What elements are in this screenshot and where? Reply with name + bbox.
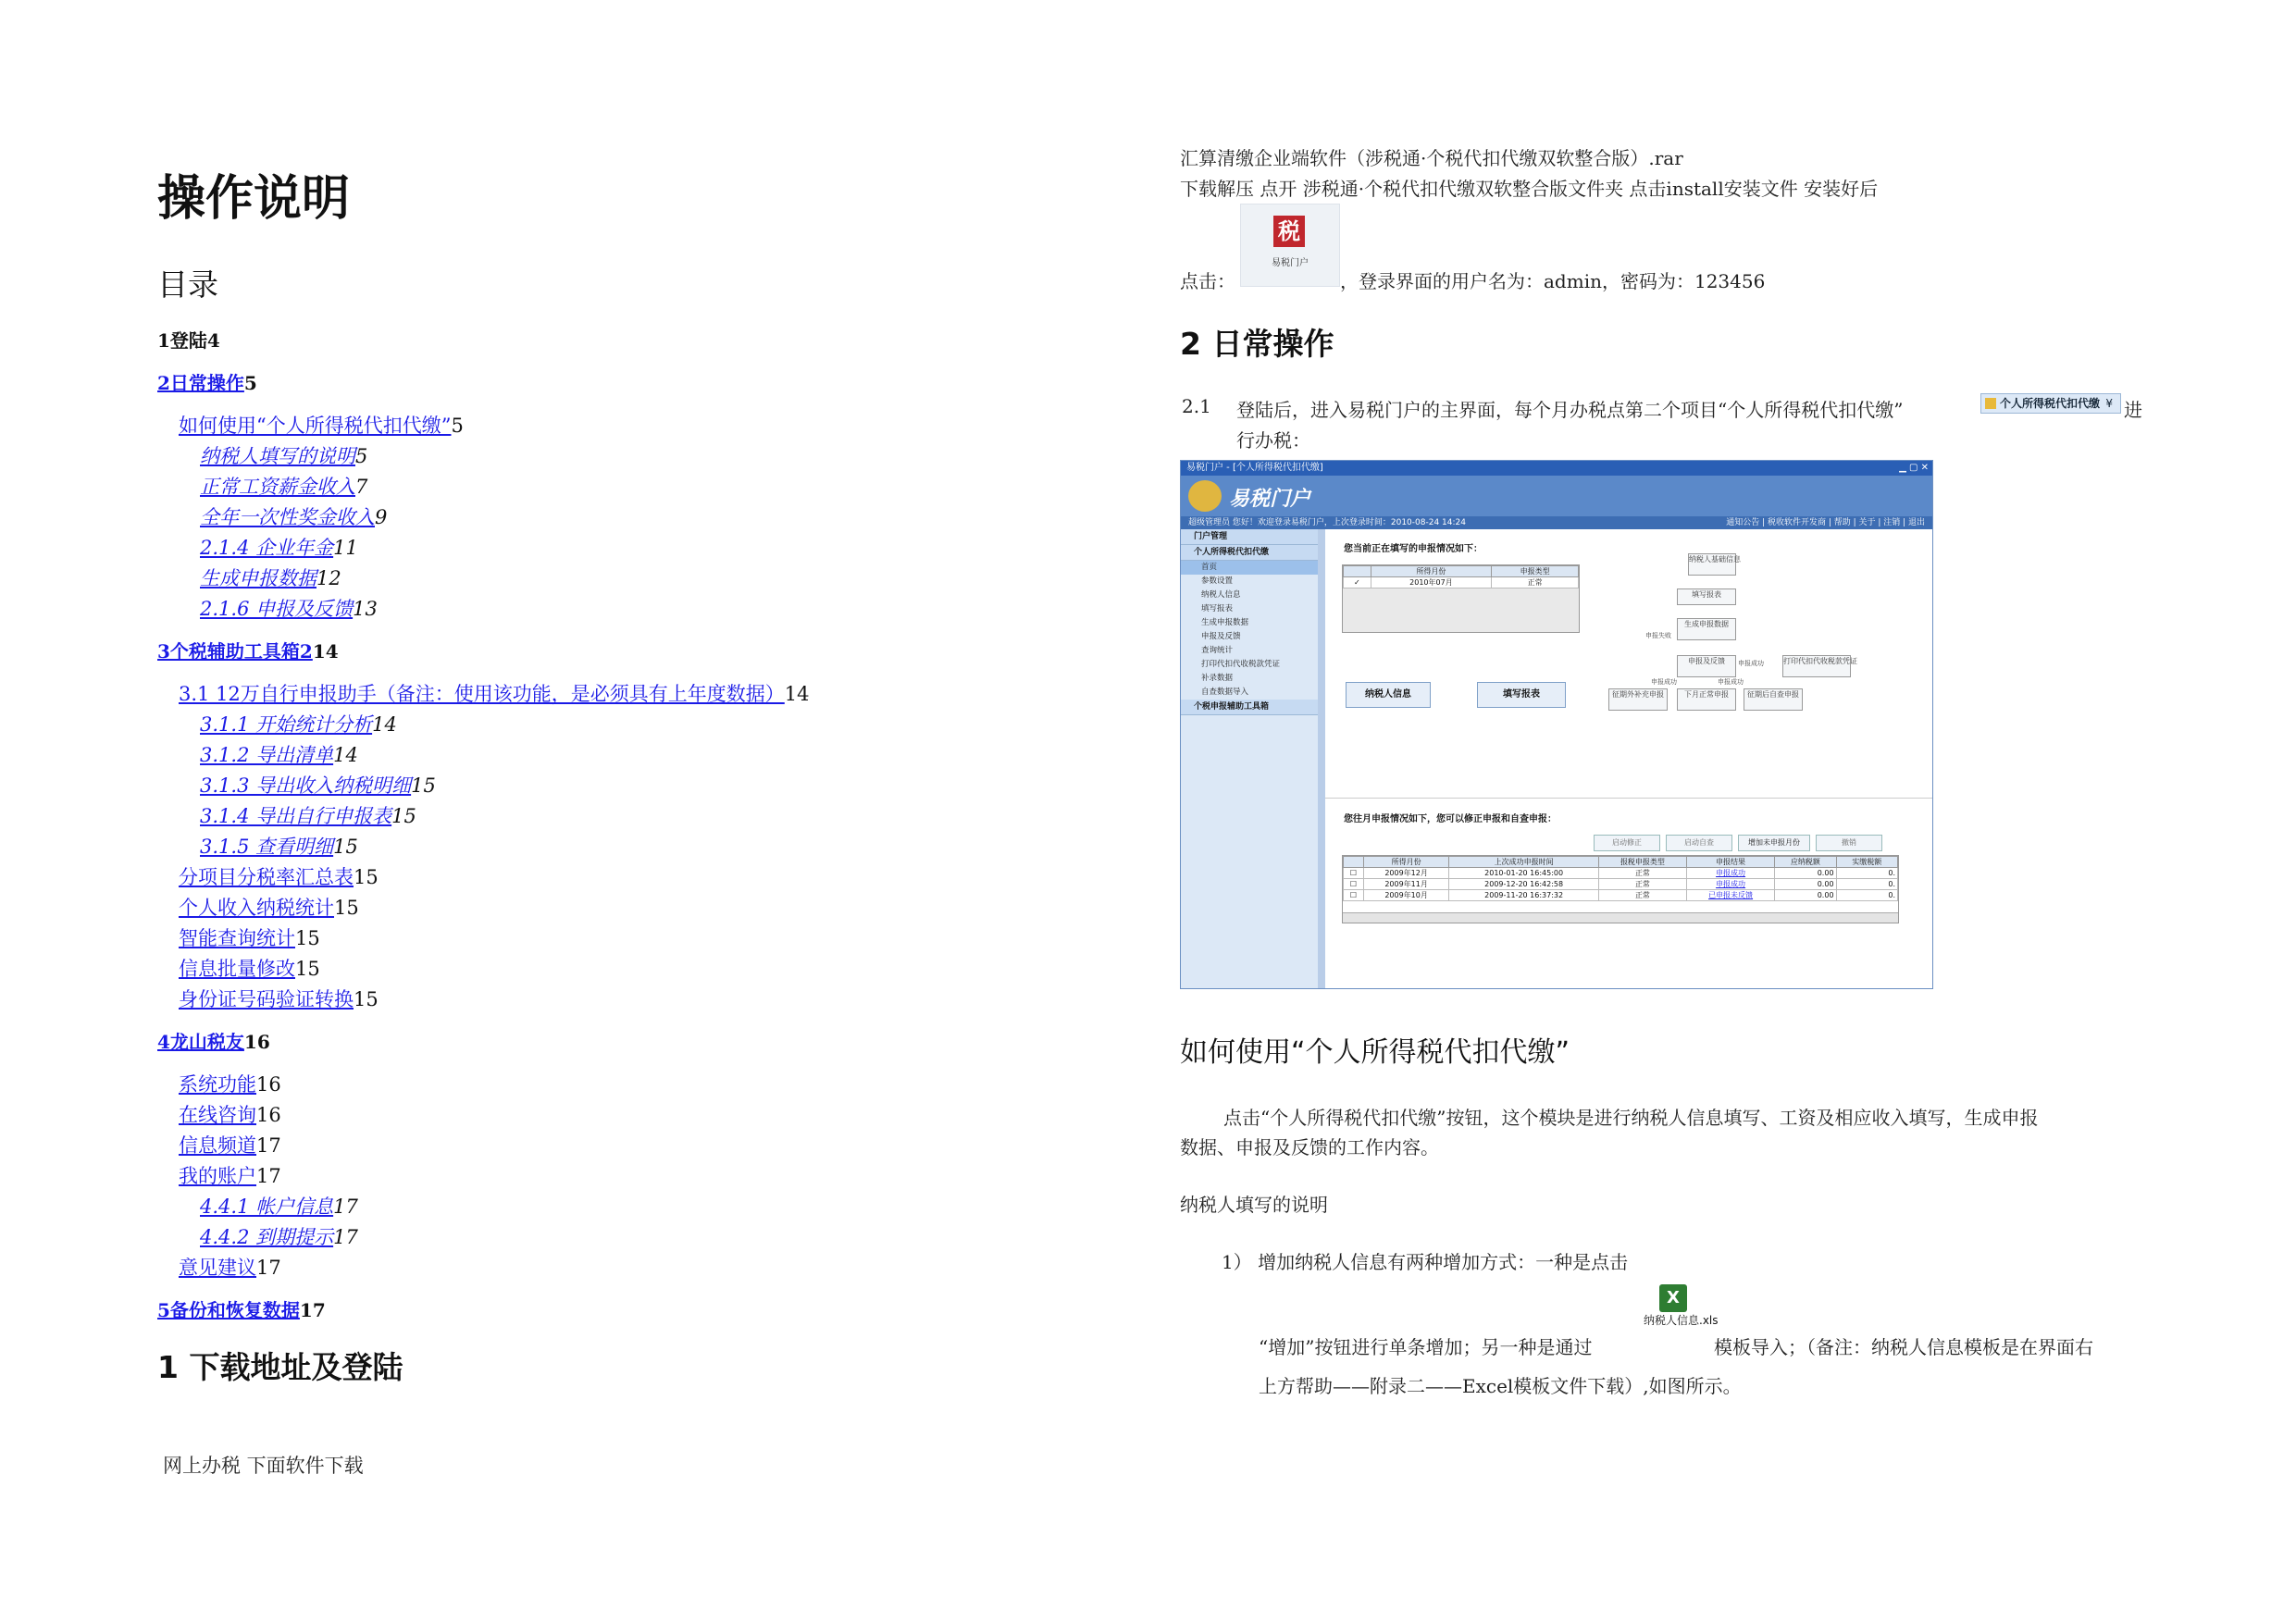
toc-entry-page: 16 xyxy=(256,1104,281,1126)
howto-heading: 如何使用“个人所得税代扣代缴” xyxy=(1180,1036,1570,1069)
toc-entry-title[interactable]: 身份证号码验证转换 xyxy=(179,988,354,1010)
toc-entry-page: 15 xyxy=(391,805,416,827)
row-checkbox[interactable]: ☐ xyxy=(1344,868,1364,879)
toc-entry-page: 9 xyxy=(375,506,388,528)
section-1-heading: 1 下载地址及登陆 xyxy=(157,1349,403,1385)
toc-entry-title[interactable]: 生成申报数据 xyxy=(200,567,316,589)
excel-icon: X xyxy=(1659,1284,1687,1312)
sidebar-item-print[interactable]: 打印代扣代收税款凭证 xyxy=(1201,660,1281,669)
toc-entry[interactable] xyxy=(200,594,378,622)
flow-step[interactable]: 征期后自查申报 xyxy=(1744,688,1803,711)
toc-entry[interactable] xyxy=(157,368,257,395)
toc-entry-page: 15 xyxy=(354,866,379,888)
section-1-text: 网上办税 下面软件下载 xyxy=(163,1455,364,1477)
toc-entry[interactable] xyxy=(179,1253,281,1281)
toc-entry-title[interactable]: 4.4.2 到期提示 xyxy=(200,1226,334,1248)
document-title: 操作说明 xyxy=(157,170,351,227)
row-checkbox[interactable]: ☐ xyxy=(1344,890,1364,901)
chip-label: 个人所得税代扣代缴 xyxy=(2000,397,2101,410)
toc-entry[interactable] xyxy=(200,564,341,591)
table-cell: 正常 xyxy=(1492,577,1579,588)
toc-entry[interactable] xyxy=(157,1027,270,1054)
flow-step[interactable]: 申报及反馈 xyxy=(1677,655,1736,677)
toc-entry-page: 17 xyxy=(256,1134,281,1157)
sidebar-splitter[interactable] xyxy=(1318,529,1325,988)
toc-entry-page: 15 xyxy=(295,927,320,949)
taxpayer-info-button[interactable]: 纳税人信息 xyxy=(1346,682,1431,708)
step-1-text: 1） 增加纳税人信息有两种增加方式：一种是点击 xyxy=(1222,1251,1629,1273)
table-cell: 正常 xyxy=(1598,868,1686,879)
install-instructions-line: 下载解压 点开 涉税通·个税代扣代缴双软整合版文件夹 点击install安装文件 安装好后 xyxy=(1180,178,1879,200)
withholding-chip xyxy=(1980,393,2121,414)
sidebar-item-fill-report[interactable]: 填写报表 xyxy=(1201,604,1234,613)
row-checkbox[interactable]: ✓ xyxy=(1344,577,1371,588)
toc-entry-title[interactable]: 4龙山税友 xyxy=(157,1031,244,1053)
table-cell: 0.00 xyxy=(1775,868,1836,879)
toc-entry[interactable] xyxy=(157,637,339,663)
table-cell: 2009年12月 xyxy=(1363,868,1449,879)
toc-entry-page: 17 xyxy=(333,1196,358,1218)
table-cell: 0.00 xyxy=(1775,890,1836,901)
toc-entry-title[interactable]: 3个税辅助工具箱2 xyxy=(157,640,313,663)
flow-step[interactable]: 下月正常申报 xyxy=(1677,688,1736,711)
flow-step[interactable]: 打印代扣代收税款凭证 xyxy=(1782,655,1851,677)
table-cell: 2010年07月 xyxy=(1371,577,1492,588)
column-header: 申报类型 xyxy=(1492,566,1579,577)
toc-entry-page: 15 xyxy=(334,897,359,919)
table-cell: 2010-01-20 16:45:00 xyxy=(1449,868,1599,879)
sidebar-item-generate[interactable]: 生成申报数据 xyxy=(1201,618,1249,627)
table-cell: 0. xyxy=(1836,879,1897,890)
toc-entry-title: 1登陆 xyxy=(157,329,207,352)
app-banner xyxy=(1181,476,1932,516)
toc-entry[interactable] xyxy=(179,954,320,982)
current-declaration-label: 您当前正在填写的申报情况如下： xyxy=(1344,544,1483,554)
toc-entry-title[interactable]: 在线咨询 xyxy=(179,1104,256,1126)
toc-entry[interactable] xyxy=(200,771,436,799)
app-main-panel xyxy=(1325,529,1932,988)
toc-entry[interactable] xyxy=(200,441,367,469)
app-brand: 易税门户 xyxy=(1229,488,1311,511)
toc-entry-page: 12 xyxy=(316,567,341,589)
toc-entry-title[interactable]: 5备份和恢复数据 xyxy=(157,1299,300,1321)
toc-entry-title[interactable]: 全年一次性奖金收入 xyxy=(200,506,375,528)
table-cell[interactable]: 申报成功 xyxy=(1687,879,1775,890)
column-header: 报税申报类型 xyxy=(1598,857,1686,868)
toc-entry[interactable] xyxy=(200,1222,358,1250)
toc-entry-page: 17 xyxy=(333,1226,358,1248)
toc-entry-title[interactable]: 2.1.6 申报及反馈 xyxy=(200,598,354,620)
portal-icon-caption: 易税门户 xyxy=(1272,258,1309,268)
toc-entry-page: 13 xyxy=(353,598,378,620)
portal-glyph-icon: 税 xyxy=(1273,216,1305,247)
table-row[interactable] xyxy=(1344,879,1898,890)
window-controls-icon[interactable]: ▁ ▢ ✕ xyxy=(1899,463,1929,473)
toc-entry-page: 15 xyxy=(333,836,358,858)
para-2-1-tail: 进 xyxy=(2124,399,2142,421)
para-2-1-text: 登陆后，进入易税门户的主界面，每个月办税点第二个项目“个人所得税代扣代缴” xyxy=(1236,399,1904,421)
toc-entry[interactable] xyxy=(179,1100,281,1128)
sidebar-item-supplement[interactable]: 补录数据 xyxy=(1201,674,1234,683)
nav-links[interactable]: 通知公告 | 税收软件开发商 | 帮助 | 关于 | 注销 | 退出 xyxy=(1726,518,1925,527)
toc-entry-title[interactable]: 如何使用“个人所得税代扣代缴” xyxy=(179,415,452,437)
table-cell: 2009年10月 xyxy=(1363,890,1449,901)
howto-paragraph-line1: 点击“个人所得税代扣代缴”按钮，这个模块是进行纳税人信息填写、工资及相应收入填写，生成申报 xyxy=(1223,1107,2039,1129)
toc-entry[interactable] xyxy=(179,411,464,439)
toc-entry[interactable] xyxy=(200,740,358,768)
sidebar-section-toolbox[interactable]: 个税申报辅助工具箱 xyxy=(1181,700,1318,715)
toc-entry-title[interactable]: 意见建议 xyxy=(179,1257,256,1279)
toc-entry-title[interactable]: 3.1 12万自行申报助手（备注：使用该功能，是必须具有上年度数据） xyxy=(179,683,785,705)
toc-entry[interactable] xyxy=(200,801,416,829)
toc-entry-title[interactable]: 智能查询统计 xyxy=(179,927,295,949)
toc-entry-title[interactable]: 3.1.3 导出收入纳税明细 xyxy=(200,774,412,797)
sidebar-item-taxpayer[interactable]: 纳税人信息 xyxy=(1201,590,1241,600)
toc-entry-title[interactable]: 2日常操作 xyxy=(157,372,244,394)
sidebar-item-import[interactable]: 自查数据导入 xyxy=(1201,688,1249,697)
sidebar-item-declare[interactable]: 申报及反馈 xyxy=(1201,632,1241,641)
toc-entry-title[interactable]: 2.1.4 企业年金 xyxy=(200,537,334,559)
table-cell: 0. xyxy=(1836,868,1897,879)
step-1-line3: 上方帮助——附录二——Excel模板文件下载）,如图所示。 xyxy=(1259,1375,1742,1397)
flow-step[interactable]: 生成申报数据 xyxy=(1677,618,1736,640)
app-titlebar xyxy=(1181,461,1932,476)
flow-note: 申报成功 xyxy=(1651,678,1677,686)
tax-portal-icon[interactable] xyxy=(1240,204,1340,287)
download-filename-line: 汇算清缴企业端软件（涉税通·个税代扣代缴双软整合版）.rar xyxy=(1180,147,1683,169)
table-row[interactable] xyxy=(1344,577,1579,588)
toc-entry-page: 5 xyxy=(243,372,257,394)
toc-entry-title[interactable]: 纳税人填写的说明 xyxy=(200,445,355,467)
table-cell[interactable]: 已申报未反馈 xyxy=(1687,890,1775,901)
toc-entry-title[interactable]: 信息频道 xyxy=(179,1134,256,1157)
emblem-icon xyxy=(1188,480,1222,512)
folder-icon xyxy=(1985,398,1996,409)
step-1-line2-tail: 模板导入；（备注：纳税人信息模板是在界面右 xyxy=(1714,1336,2093,1358)
toc-entry-page: 15 xyxy=(354,988,379,1010)
toc-entry-page: 16 xyxy=(256,1073,281,1096)
taxpayer-note-heading: 纳税人填写的说明 xyxy=(1180,1194,1328,1216)
toc-entry-title[interactable]: 我的账户 xyxy=(179,1165,256,1187)
toc-entry[interactable] xyxy=(179,893,359,921)
excel-file-caption: 纳税人信息.xls xyxy=(1644,1314,1719,1327)
toc-entry[interactable] xyxy=(179,1131,281,1158)
toc-entry[interactable] xyxy=(179,679,810,707)
flow-step[interactable]: 填写报表 xyxy=(1677,588,1736,605)
start-correction-button[interactable]: 启动修正 xyxy=(1594,835,1660,851)
past-declaration-grid xyxy=(1342,855,1899,923)
toc-entry-page: 14 xyxy=(333,744,358,766)
past-declaration-label: 您往月申报情况如下，您可以修正申报和自查申报： xyxy=(1344,814,1557,824)
add-month-button[interactable]: 增加未申报月份 xyxy=(1738,835,1810,851)
app-screenshot xyxy=(1180,460,1933,989)
toc-entry-title[interactable]: 3.1.4 导出自行申报表 xyxy=(200,805,392,827)
toc-entry-title[interactable]: 4.4.1 帐户信息 xyxy=(200,1196,334,1218)
click-prefix: 点击： xyxy=(1180,270,1235,292)
toc-entry-page: 17 xyxy=(256,1165,281,1187)
toc-entry[interactable] xyxy=(200,472,367,500)
sidebar-item-home[interactable]: 首页 xyxy=(1181,561,1318,575)
table-row[interactable] xyxy=(1344,868,1898,879)
toc-entry[interactable] xyxy=(200,832,358,860)
sidebar-section-portal[interactable]: 门户管理 xyxy=(1181,529,1318,545)
fill-report-button[interactable]: 填写报表 xyxy=(1477,682,1566,708)
sidebar-item-params[interactable]: 参数设置 xyxy=(1201,576,1234,586)
toc-entry-title[interactable]: 个人收入纳税统计 xyxy=(179,897,334,919)
toc-entry[interactable] xyxy=(200,502,387,530)
app-navbar xyxy=(1181,516,1932,529)
table-cell[interactable]: 申报成功 xyxy=(1687,868,1775,879)
toc-entry[interactable] xyxy=(200,710,397,737)
flow-step[interactable]: 征期外补充申报 xyxy=(1608,688,1668,711)
panel-divider xyxy=(1325,798,1932,799)
toc-entry-page: 17 xyxy=(256,1257,281,1279)
app-sidebar xyxy=(1181,529,1319,988)
toc-entry-page: 4 xyxy=(206,329,220,352)
toc-entry-page: 7 xyxy=(355,476,368,498)
toc-entry-title[interactable]: 正常工资薪金收入 xyxy=(200,476,355,498)
para-2-1-number: 2.1 xyxy=(1182,395,1211,417)
table-cell: 正常 xyxy=(1598,879,1686,890)
toc-entry[interactable] xyxy=(179,985,379,1012)
toc-entry-page: 14 xyxy=(784,683,810,705)
table-cell: 2009-12-20 16:42:58 xyxy=(1449,879,1599,890)
table-cell: 2009年11月 xyxy=(1363,879,1449,890)
toc-entry xyxy=(157,326,220,353)
toc-heading: 目录 xyxy=(157,266,218,303)
column-header: 所得月份 xyxy=(1363,857,1449,868)
section-2-heading: 2 日常操作 xyxy=(1180,326,1334,362)
toc-entry[interactable] xyxy=(179,1161,281,1189)
table-cell: 2009-11-20 16:37:32 xyxy=(1449,890,1599,901)
table-row[interactable] xyxy=(1344,890,1898,901)
app-title: 易税门户 - [个人所得税代扣代缴] xyxy=(1186,463,1323,473)
toc-entry-page: 15 xyxy=(411,774,436,797)
column-header: 实缴税额 xyxy=(1836,857,1897,868)
current-declaration-grid xyxy=(1342,564,1580,633)
column-header: 所得月份 xyxy=(1371,566,1492,577)
toc-entry-page: 14 xyxy=(372,713,397,736)
login-credentials-text: ，登录界面的用户名为：admin，密码为：123456 xyxy=(1340,270,1766,292)
toc-entry[interactable] xyxy=(179,923,320,951)
toc-entry[interactable] xyxy=(179,862,379,890)
toc-entry-page: 11 xyxy=(333,537,358,559)
excel-template-icon[interactable] xyxy=(1644,1284,1719,1342)
flow-note: 申报失败 xyxy=(1645,632,1671,639)
toc-entry-title[interactable]: 3.1.1 开始统计分析 xyxy=(200,713,373,736)
flow-note: 申报成功 xyxy=(1738,660,1764,667)
column-header xyxy=(1344,857,1364,868)
para-2-1-line2: 行办税： xyxy=(1236,429,1310,452)
table-cell: 正常 xyxy=(1598,890,1686,901)
toc-entry-title[interactable]: 分项目分税率汇总表 xyxy=(179,866,354,888)
sidebar-item-query[interactable]: 查询统计 xyxy=(1201,646,1234,655)
toc-entry-title[interactable]: 3.1.2 导出清单 xyxy=(200,744,334,766)
toc-entry-title[interactable]: 3.1.5 查看明细 xyxy=(200,836,334,858)
column-header: 上次成功申报时间 xyxy=(1449,857,1599,868)
toc-entry-title[interactable]: 信息批量修改 xyxy=(179,958,295,980)
flow-step[interactable]: 纳税人基础信息 xyxy=(1688,553,1736,576)
column-header: 申报结果 xyxy=(1687,857,1775,868)
sidebar-section-withholding[interactable]: 个人所得税代扣代缴 xyxy=(1181,545,1318,561)
start-self-check-button[interactable]: 启动自查 xyxy=(1666,835,1732,851)
toc-entry-page: 15 xyxy=(295,958,320,980)
toc-entry[interactable] xyxy=(157,1295,326,1322)
toc-entry[interactable] xyxy=(200,533,358,561)
toc-entry-page: 17 xyxy=(299,1299,326,1321)
table-cell: 0. xyxy=(1836,890,1897,901)
welcome-text: 超级管理员 您好！欢迎登录易税门户，上次登录时间：2010-08-24 14:24 xyxy=(1188,518,1466,527)
toc-entry[interactable] xyxy=(179,1070,281,1097)
step-1-line2: “增加”按钮进行单条增加；另一种是通过 xyxy=(1259,1336,1593,1358)
column-header: 应纳税额 xyxy=(1775,857,1836,868)
toc-entry-page: 5 xyxy=(451,415,464,437)
revoke-button[interactable]: 撤销 xyxy=(1816,835,1882,851)
flow-note: 申报成功 xyxy=(1718,678,1744,686)
howto-paragraph-line2: 数据、申报及反馈的工作内容。 xyxy=(1180,1136,1439,1158)
toc-entry-page: 14 xyxy=(312,640,339,663)
toc-entry-page: 16 xyxy=(243,1031,270,1053)
table-cell: 0.00 xyxy=(1775,879,1836,890)
toc-entry-page: 5 xyxy=(355,445,368,467)
column-header xyxy=(1344,566,1371,577)
toc-entry[interactable] xyxy=(200,1192,358,1220)
toc-entry-title[interactable]: 系统功能 xyxy=(179,1073,256,1096)
chevron-down-icon: ¥ xyxy=(2105,397,2113,410)
horizontal-scrollbar[interactable] xyxy=(1343,912,1898,923)
row-checkbox[interactable]: ☐ xyxy=(1344,879,1364,890)
